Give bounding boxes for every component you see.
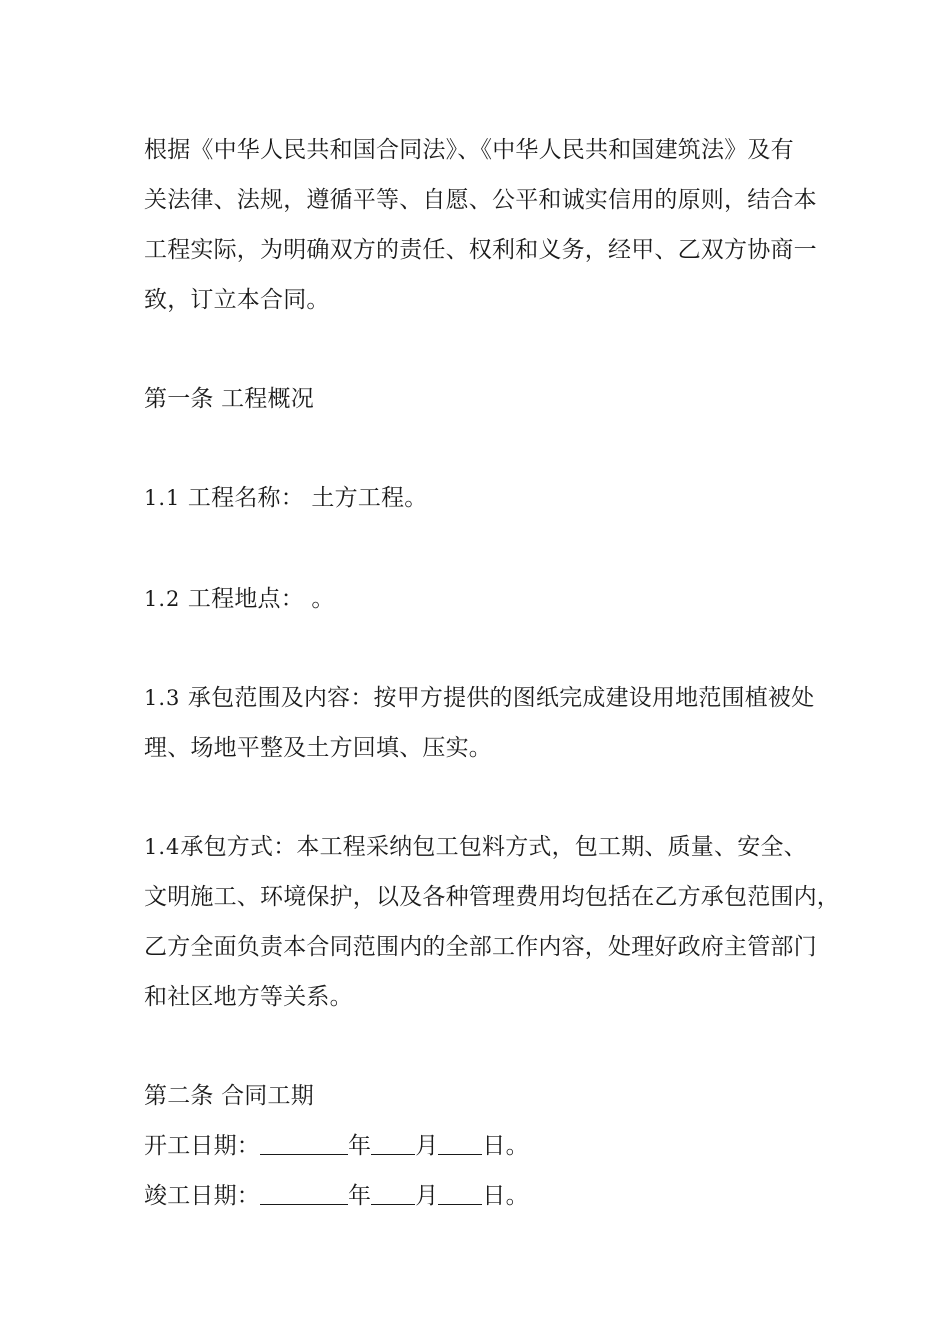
item-1-3-number: 1.3 <box>144 686 181 710</box>
end-date-label: 竣工日期： <box>144 1183 260 1209</box>
item-1-4-line-2: 文明施工、环境保护，以及各种管理费用均包括在乙方承包范围内， <box>144 884 840 910</box>
start-year-blank[interactable] <box>260 1132 348 1155</box>
item-1-4-line-3: 乙方全面负责本合同范围内的全部工作内容，处理好政府主管部门 <box>144 934 817 960</box>
item-1-1-text: 工程名称： 土方工程。 <box>180 485 428 511</box>
start-day-unit: 日。 <box>482 1133 529 1159</box>
item-1-3-line-1 <box>144 682 814 714</box>
end-day-blank[interactable] <box>438 1182 482 1205</box>
item-1-2 <box>144 583 335 615</box>
item-1-4-number: 1.4 <box>144 835 181 859</box>
preamble-line-1: 根据《中华人民共和国合同法》、《中华人民共和国建筑法》及有 <box>144 137 794 163</box>
item-1-2-text: 工程地点： 。 <box>180 586 335 612</box>
start-day-blank[interactable] <box>438 1132 482 1155</box>
preamble-line-3: 工程实际，为明确双方的责任、权利和义务，经甲、乙双方协商一 <box>144 237 817 263</box>
item-1-3-line-2: 理、场地平整及土方回填、压实。 <box>144 735 492 761</box>
start-date-line <box>144 1130 529 1162</box>
end-day-unit: 日。 <box>482 1183 529 1209</box>
article-1-heading: 第一条 工程概况 <box>144 386 314 412</box>
article-2-heading: 第二条 合同工期 <box>144 1083 314 1109</box>
end-year-unit: 年 <box>348 1183 372 1209</box>
preamble-line-4: 致，订立本合同。 <box>144 287 330 313</box>
start-date-label: 开工日期： <box>144 1133 260 1159</box>
item-1-1-number: 1.1 <box>144 486 181 510</box>
item-1-4-line-4: 和社区地方等关系。 <box>144 984 353 1010</box>
end-month-blank[interactable] <box>371 1182 415 1205</box>
item-1-4-text: 承包方式：本工程采纳包工包料方式，包工期、质量、安全、 <box>180 834 807 860</box>
start-month-blank[interactable] <box>371 1132 415 1155</box>
item-1-2-number: 1.2 <box>144 587 181 611</box>
item-1-3-text: 承包范围及内容：按甲方提供的图纸完成建设用地范围植被处 <box>180 685 815 711</box>
end-date-line <box>144 1180 529 1212</box>
end-month-unit: 月 <box>415 1183 439 1209</box>
item-1-1 <box>144 482 427 514</box>
end-year-blank[interactable] <box>260 1182 348 1205</box>
item-1-4-line-1 <box>144 831 807 863</box>
start-month-unit: 月 <box>415 1133 439 1159</box>
preamble-line-2: 关法律、法规，遵循平等、自愿、公平和诚实信用的原则，结合本 <box>144 187 817 213</box>
start-year-unit: 年 <box>348 1133 372 1159</box>
